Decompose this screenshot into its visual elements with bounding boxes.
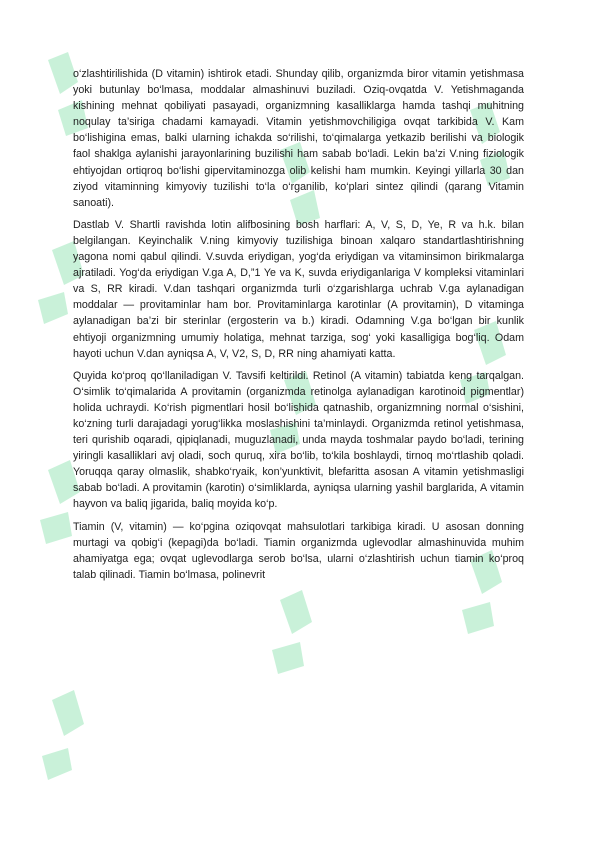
- paragraph-vitamin-naming: Dastlab V. Shartli ravishda lotin alifbosining bosh harflari: A, V, S, D, Ye, R va h.k. bilan belgilangan. Keyinchalik V.ning kimyoviy tuzilishiga binoan xalqaro standartlashtirishning yagona nomi qabul qilindi. V.suvda eriydigan, yog‘da eriydigan va vitaminsimon birikmalarga ajratiladi. Yog‘da eriydigan V.ga A, D,”1 Ye va K, suvda eriydiganlariga V kompleksi vitaminlari va S, RR kiradi. V.dan tashqari organizmda turli o‘zgarishlarga uchrab V.ga aylanadigan moddalar — provitaminlar ham bor. Provitaminlarga karotinlar (A provitamin), D vitaminga aylanadigan ba’zi bir sterinlar (ergosterin va b.) kiradi. Odamning V.ga bo‘lgan bir kunlik ehtiyoji organizmning umumiy holatiga, mehnat tarziga, sog‘ yoki kasalligiga bog‘liq. Odam hayoti uchun V.dan ayniqsa A, V, V2, S, D, RR ning ahamiyati katta.: [73, 218, 524, 360]
- document-body: [73, 66, 524, 589]
- paragraph-thiamine: Tiamin (V, vitamin) — ko‘pgina oziqovqat mahsulotlari tarkibiga kiradi. U asosan donning murtagi va qobig‘i (kepagi)da bo‘ladi. Tiamin organizmda uglevodlar almashinuvida muhim ahamiyatga ega; ovqat uglevodlarga serob bo‘lsa, ularni o‘zlashtirish uchun tiamin ko‘proq talab qilinadi. Tiamin bo‘lmasa, polinevrit: [73, 520, 524, 581]
- paragraph-retinol: Quyida ko‘proq qo‘llaniladigan V. Tavsifi keltirildi. Retinol (A vitamin) tabiatda keng tarqalgan. O‘simlik to‘qimalarida A provitamin (organizmda retinolga aylanadigan karotinoid pigmentlar) holida uchraydi. Ko‘rish pigmentlari hosil bo‘lishida qatnashib, organizmning normal o‘sishini, ko‘zning turli darajadagi yorug‘likka moslashishini ta’minlaydi. Organizmda retinol yetishmasa, teri qurishib oqaradi, qipiqlanadi, muguzlanadi, unda mayda toshmalar paydo bo‘ladi, terining yiringli kasalliklari avj oladi, soch quruq, xira bo‘lib, to‘kila boshlaydi, tirnoq mo‘rtlashib qoladi. Yoruqqa qaray olmaslik, shabko‘ryaik, kon’yunktivit, blefaritta asosan A vitamin yetishmasligi sabab bo‘ladi. A provitamin (karotin) o‘simliklarda, ayniqsa ularning yashil barglarida, A vitamin hayvon va baliq jigarida, baliq moyida ko‘p.: [73, 369, 524, 511]
- paragraph-vitamin-deficiency: o‘zlashtirilishida (D vitamin) ishtirok etadi. Shunday qilib, organizmda biror vitamin yetishmasa yoki butunlay bo‘lmasa, moddalar almashinuvi buziladi. Oziq-ovqatda V. Yetishmaganda kishining mehnat qobiliyati pasayadi, organizmning kasalliklarga hamda tashqi muhitning noqulay ta’siriga chadami kamayadi. Vitamin yetishmovchiligiga ovqat tarkibida V. Kam bo‘lishigina emas, balki ularning ichakda so‘rilishi, to‘qimalarga yetkazib berilishi va biologik faol shaklga aylanishi jarayonlarining buzilishi ham sabab bo‘ladi. Lekin ba’zi V.ning fiziologik ehtiyojdan ortiqroq bo‘lishi gipervitaminozga olib kelishi ham mumkin. Keyingi yillarla 30 dan ziyod vitaminning kimyoviy tuzilishi to‘la o‘rganilib, ko‘plari sintez qilindi (qarang Vitamin sanoati).: [73, 68, 524, 209]
